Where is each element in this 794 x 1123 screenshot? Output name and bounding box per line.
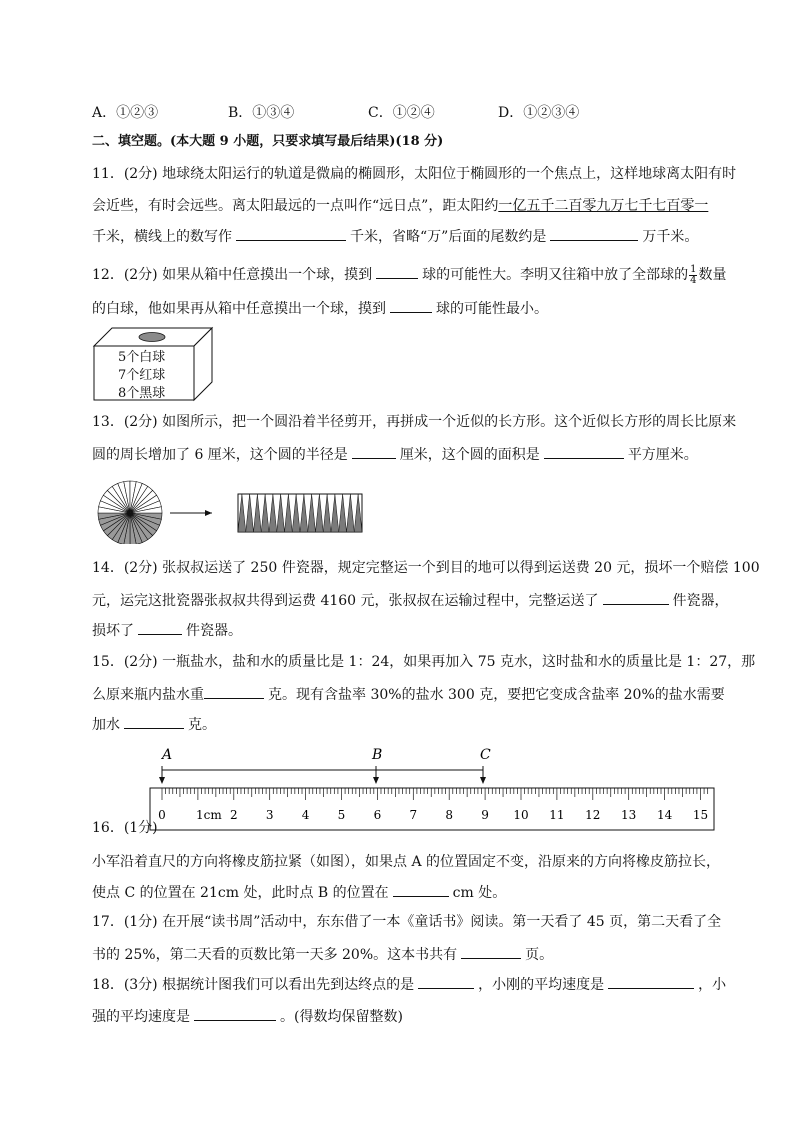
ruler-number-label: 10 <box>513 808 529 822</box>
section-heading: 二、填空题。(本大题 9 小题，只要求填写最后结果)(18 分) <box>92 134 444 149</box>
q11-underlined-number: 一亿五千二百零九万七千七百零一 <box>498 198 709 214</box>
q12-line2-text-a: 的白球，他如果再从箱中任意摸出一个球，摸到 <box>92 301 386 317</box>
q13-line2-text-a: 圆的周长增加了 6 厘米，这个圆的半径是 <box>92 447 348 463</box>
q13-line2 <box>92 444 698 465</box>
q17-line1: 17．(1分) 在开展“读书周”活动中，东东借了一本《童话书》阅读。第一天看了 45 页，第二天看了全 <box>92 914 722 930</box>
q12-frac-denominator: 4 <box>690 274 697 286</box>
q12-blank-1[interactable] <box>376 264 418 279</box>
q16-blank[interactable] <box>393 882 449 897</box>
transform-arrowhead <box>205 510 212 516</box>
q15-line3 <box>92 714 216 735</box>
q15-blank-2[interactable] <box>124 714 184 729</box>
q12-line1-text-b: 球的可能性大。李明又往箱中放了全部球的 <box>422 267 689 283</box>
box-label-red: 7个红球 <box>118 368 166 383</box>
box-label-black: 8个黑球 <box>118 386 166 401</box>
q13-blank-2[interactable] <box>544 444 624 459</box>
option-c: C．①②④ <box>368 105 435 121</box>
q14-line2 <box>92 590 729 611</box>
q18-blank-1[interactable] <box>418 974 474 989</box>
q18-line1-text-c: ，小 <box>698 977 727 993</box>
q14-line3-text-b: 件瓷器。 <box>186 623 242 639</box>
q17-blank[interactable] <box>461 944 521 959</box>
q12-line1-text-c: 数量 <box>698 267 727 283</box>
q16-line2-text-a: 使点 C 的位置在 21cm 处，此时点 B 的位置在 <box>92 885 389 901</box>
q12-line2 <box>92 298 548 319</box>
q14-blank-2[interactable] <box>138 620 182 635</box>
ruler-number-label: 6 <box>373 808 382 822</box>
q11-line2 <box>92 196 708 216</box>
q11-line1: 11．(2分) 地球绕太阳运行的轨道是微扁的椭圆形，太阳位于椭圆形的一个焦点上，这样地球离太阳有时 <box>92 166 737 182</box>
q14-line1: 14．(2分) 张叔叔运送了 250 件瓷器，规定完整运一个到目的地可以得到运送费 20 元，损坏一个赔偿 100 <box>92 560 760 576</box>
approx-rectangle <box>238 494 362 532</box>
q18-line2 <box>92 1006 403 1027</box>
ruler-unit-label: 1cm <box>196 808 222 822</box>
q11-blank-2[interactable] <box>550 226 638 241</box>
q13-blank-1[interactable] <box>352 444 396 459</box>
ruler-number-label: 15 <box>692 808 709 822</box>
q18-line1-text-a: 18．(3分) 根据统计图我们可以看出先到达终点的是 <box>92 977 415 993</box>
q14-line2-text-a: 元，运完这批瓷器张叔叔共得到运费 4160 元，张叔叔在运输过程中，完整运送了 <box>92 593 599 609</box>
ruler-number-label: 13 <box>621 808 637 822</box>
ruler-number-label: 11 <box>549 808 565 822</box>
q18-line2-text-b: 。(得数均保留整数) <box>280 1009 403 1025</box>
q18-line2-text-a: 强的平均速度是 <box>92 1009 190 1025</box>
ruler-number-label: 2 <box>229 808 238 822</box>
q15-line2 <box>92 684 725 705</box>
pin-b-arrow <box>373 777 379 784</box>
q12-line2-text-b: 球的可能性最小。 <box>436 301 548 317</box>
q18-line1 <box>92 974 726 995</box>
q16-line2-text-b: cm 处。 <box>452 885 507 901</box>
q12-blank-2[interactable] <box>390 298 432 313</box>
point-c-label: C <box>480 747 491 763</box>
q11-line3-text-c: 万千米。 <box>642 229 699 245</box>
q13-line2-text-c: 平方厘米。 <box>627 447 698 463</box>
q17-line2 <box>92 944 553 965</box>
q15-line2-text-b: 克。现有含盐率 30%的盐水 300 克，要把它变成含盐率 20%的盐水需要 <box>268 687 725 703</box>
q18-line1-text-b: ，小刚的平均速度是 <box>478 977 605 993</box>
q11-line3 <box>92 226 698 247</box>
q13-line1: 13．(2分) 如图所示，把一个圆沿着半径剪开，再拼成一个近似的长方形。这个近似长方形的周长比原来 <box>92 414 737 430</box>
q11-line2-text: 会近些，有时会远些。离太阳最远的一点叫作“远日点”，距太阳约 <box>92 198 499 214</box>
q16-number: 16．(1分) <box>92 820 158 836</box>
q12-fraction <box>689 265 697 286</box>
ruler-number-label: 0 <box>158 808 166 822</box>
circle-to-rectangle-figure <box>92 474 372 544</box>
point-b-label: B <box>372 747 383 763</box>
q11-line3-text-a: 千米，横线上的数写作 <box>92 229 232 245</box>
ruler-number-label: 14 <box>656 808 673 822</box>
q12-line1-text-a: 12．(2分) 如果从箱中任意摸出一个球，摸到 <box>92 267 373 283</box>
q15-line3-text-a: 加水 <box>92 717 120 733</box>
option-b: B．①③④ <box>228 105 295 121</box>
q14-blank-1[interactable] <box>603 590 669 605</box>
q16-line2 <box>92 882 506 903</box>
q11-line3-text-b: 千米，省略“万”后面的尾数约是 <box>350 229 547 245</box>
q18-blank-2[interactable] <box>608 974 694 989</box>
q17-line2-text-b: 页。 <box>525 947 554 963</box>
box-label-white: 5个白球 <box>118 350 166 365</box>
q16-line1: 小军沿着直尺的方向将橡皮筋拉紧（如图），如果点 A 的位置固定不变，沿原来的方向将橡皮筋拉长， <box>92 854 721 870</box>
q13-line2-text-b: 厘米，这个圆的面积是 <box>399 447 540 463</box>
box-slot <box>139 333 165 342</box>
q12-frac-numerator: 1 <box>690 263 697 275</box>
q11-blank-1[interactable] <box>236 226 346 241</box>
ruler-number-label: 5 <box>337 808 346 822</box>
q15-line2-text-a: 么原来瓶内盐水重 <box>92 687 204 703</box>
q15-blank-1[interactable] <box>204 684 264 699</box>
sectored-circle <box>98 481 162 544</box>
pin-a-arrow <box>159 777 165 784</box>
q12-line1 <box>92 264 726 286</box>
point-a-label: A <box>162 747 173 763</box>
q15-line1: 15．(2分) 一瓶盐水，盐和水的质量比是 1：24，如果再加入 75 克水，这时盐和水的质量比是 1：27，那 <box>92 654 756 670</box>
ruler-number-label: 4 <box>301 808 310 822</box>
ruler-number-label: 12 <box>585 808 601 822</box>
ruler-number-label: 8 <box>445 808 454 822</box>
q14-line2-text-b: 件瓷器， <box>672 593 729 609</box>
option-d: D．①②③④ <box>498 105 580 121</box>
q17-line2-text-a: 书的 25%，第二天看的页数比第一天多 20%。这本书共有 <box>92 947 458 963</box>
q18-blank-3[interactable] <box>194 1006 276 1021</box>
ruler-number-label: 9 <box>481 808 489 822</box>
ruler-figure <box>146 742 718 834</box>
q14-line3-text-a: 损坏了 <box>92 623 134 639</box>
option-a: A．①②③ <box>92 105 159 121</box>
q14-line3 <box>92 620 242 641</box>
ruler-number-label: 7 <box>409 808 418 822</box>
q15-line3-text-b: 克。 <box>188 717 216 733</box>
pin-c-arrow <box>480 777 486 784</box>
ruler-number-label: 3 <box>265 808 274 822</box>
